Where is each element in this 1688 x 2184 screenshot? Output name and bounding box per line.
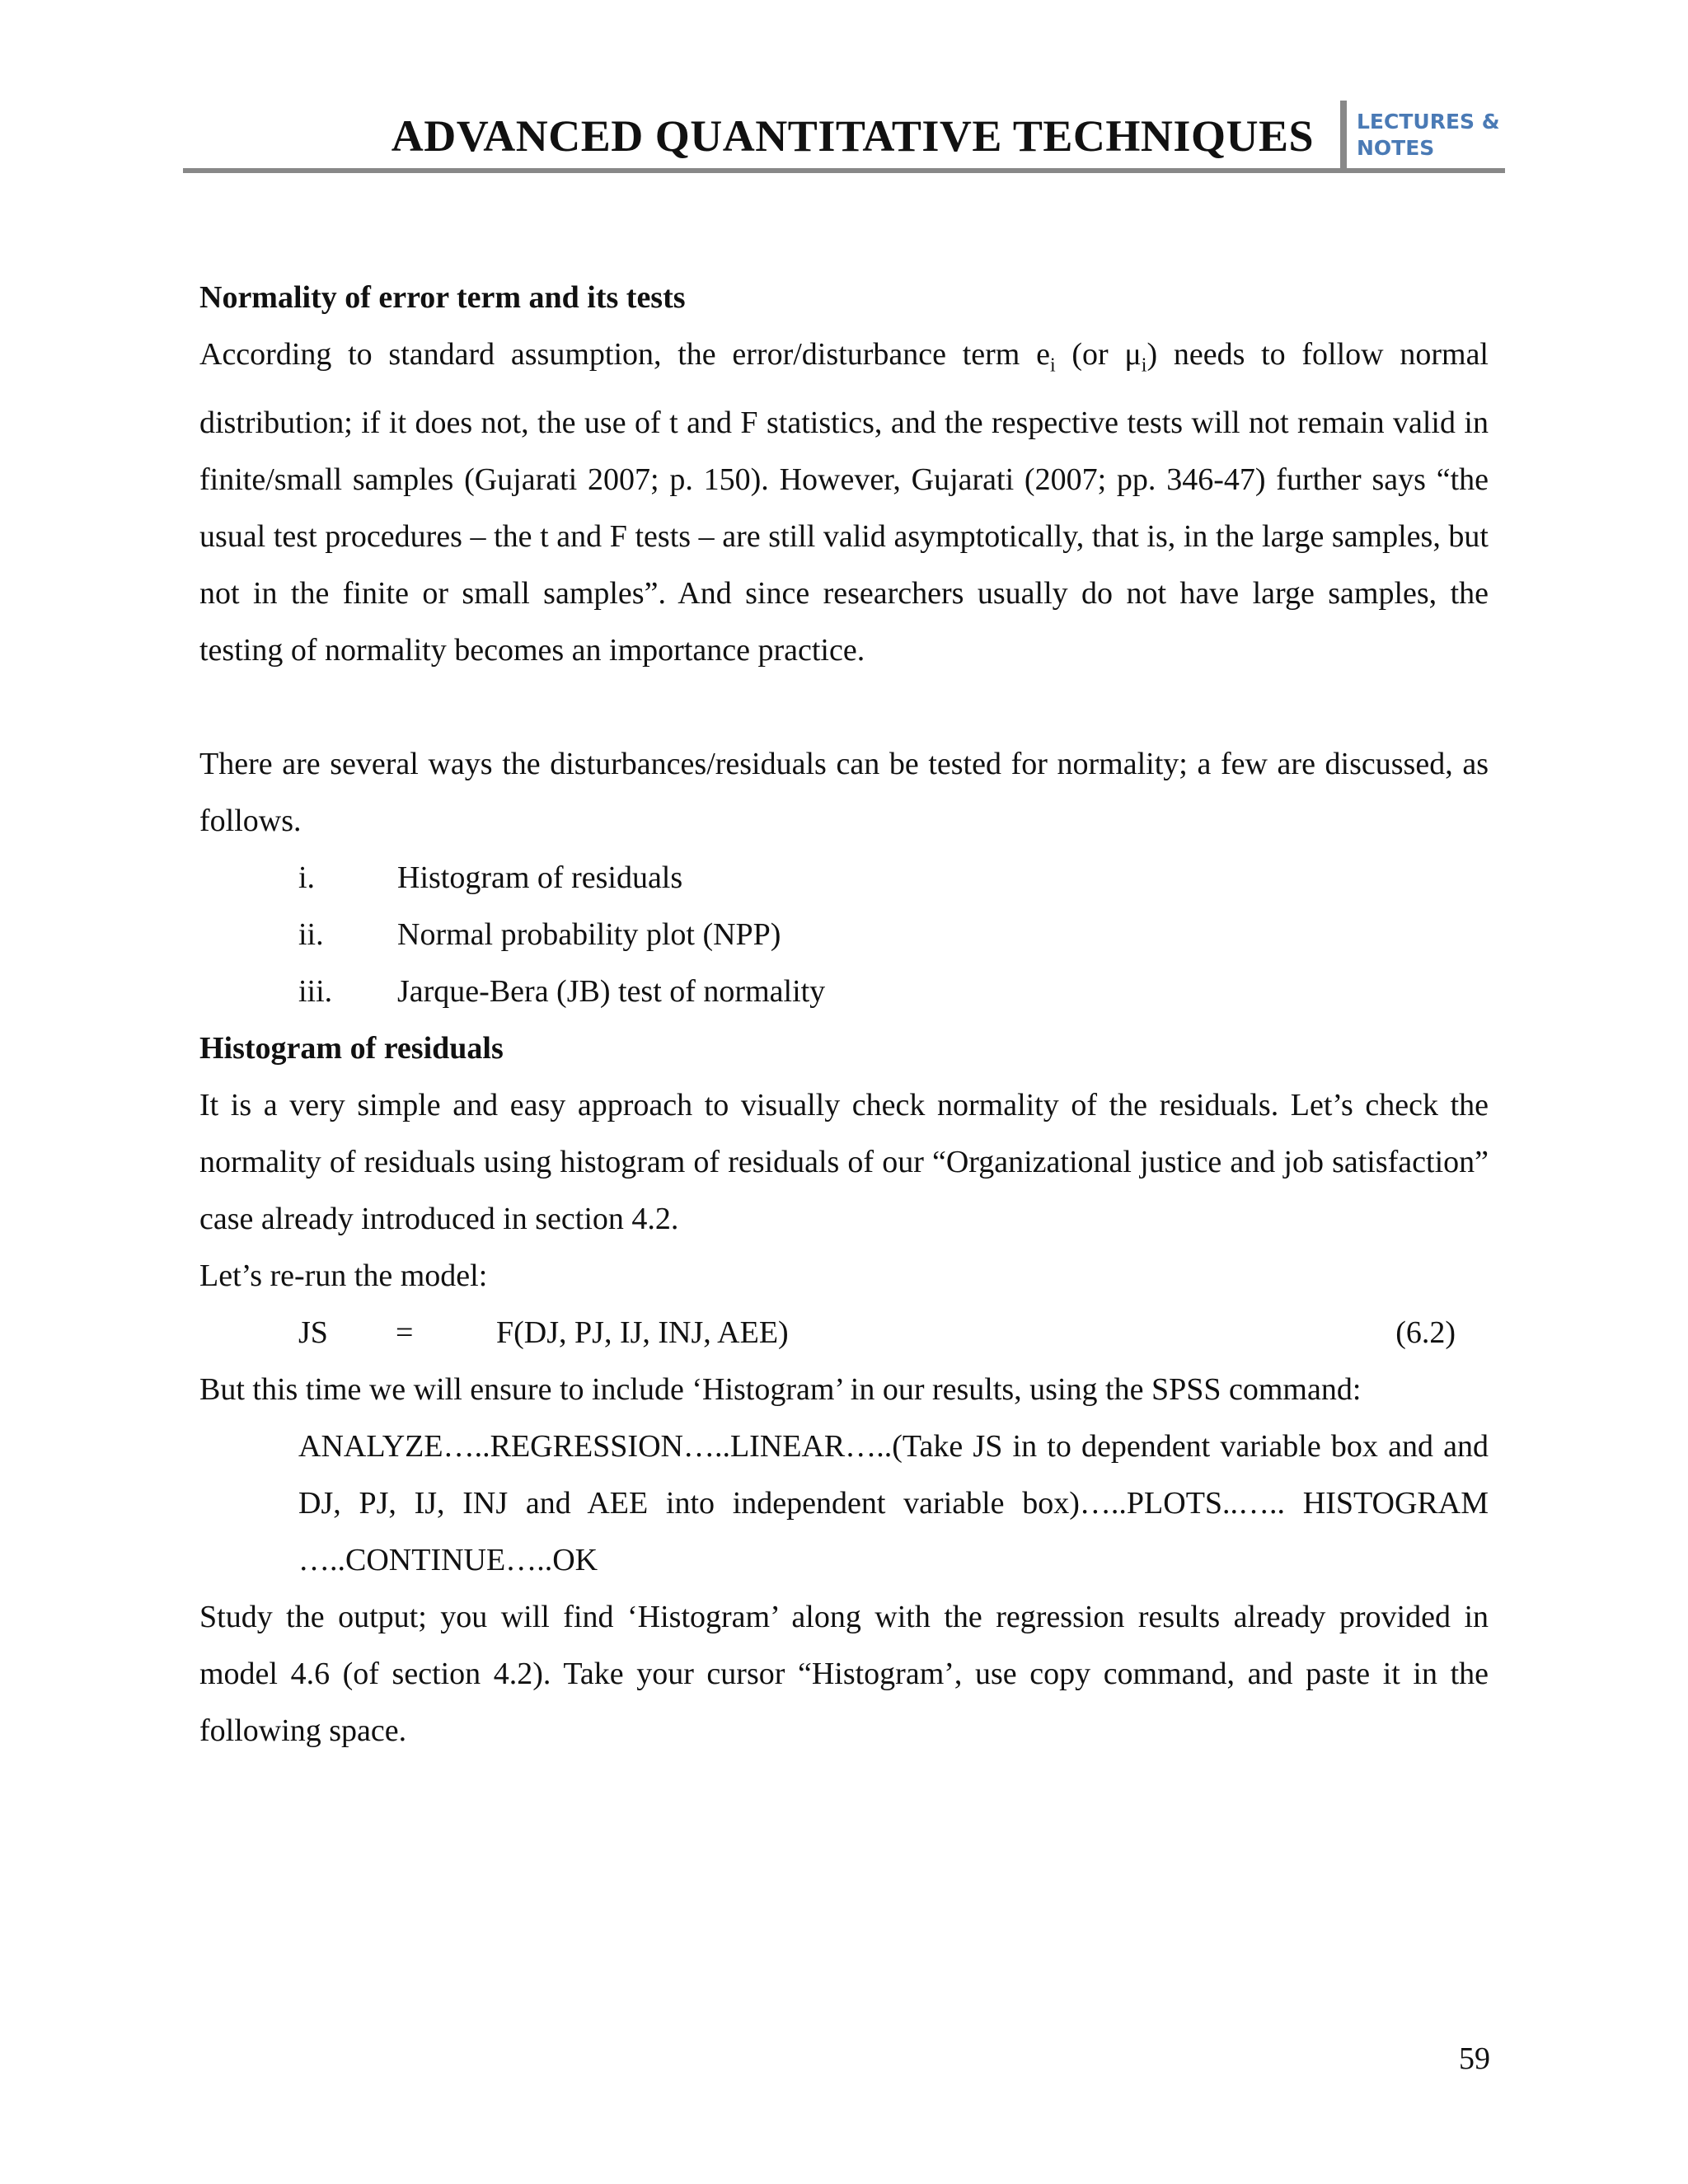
equation-number: (6.2)	[1395, 1315, 1456, 1350]
paragraph-normality-intro	[199, 326, 1489, 679]
paragraph-rerun: Let’s re-run the model:	[199, 1258, 488, 1293]
page-body	[199, 269, 1489, 1760]
header-rule	[183, 168, 1505, 173]
paragraph-gap	[199, 679, 1489, 736]
list-item	[199, 963, 1489, 1020]
equation-rhs: F(DJ, PJ, IJ, INJ, AEE)	[496, 1315, 789, 1350]
list-item-number: iii.	[298, 973, 333, 1009]
header-title: ADVANCED QUANTITATIVE TECHNIQUES	[391, 111, 1314, 161]
page-number: 59	[1459, 2041, 1490, 2076]
section-heading-normality: Normality of error term and its tests	[199, 280, 686, 315]
paragraph-text: According to standard assumption, the error/disturbance term e	[199, 337, 1050, 372]
header-divider	[1340, 101, 1347, 168]
list-item-number: ii.	[298, 916, 324, 952]
paragraph-text: (or μ	[1055, 337, 1142, 372]
list-item-text: Histogram of residuals	[397, 860, 683, 895]
equation-lhs: JS	[298, 1315, 328, 1350]
subscript: i	[1049, 354, 1056, 377]
paragraph-spss-intro: But this time we will ensure to include ‘Histogram’ in our results, using the SPSS command:	[199, 1371, 1362, 1407]
section-heading-histogram: Histogram of residuals	[199, 1030, 504, 1066]
header-label-line1: LECTURES &	[1357, 110, 1500, 134]
equation	[199, 1305, 1489, 1361]
page-header	[183, 97, 1505, 173]
header-label-line2: NOTES	[1357, 136, 1435, 160]
paragraph-histogram-intro: It is a very simple and easy approach to visually check normality of the residuals. Let’s check the normality of residuals using histogram of residuals of our “Organizational justice and job satisfaction” case already introduced in section 4.2.	[199, 1087, 1489, 1236]
subscript: i	[1141, 354, 1147, 377]
header-label	[1357, 109, 1500, 162]
paragraph-text: ) needs to follow normal distribution; if it does not, the use of t and F statistics, and the respective tests will not remain valid in finite/small samples (Gujarati 2007; p. 150). However, Gujarati (2007; pp. 346-47) further says “the usual test procedures – the t and F tests – are still valid asymptotically, that is, in the large samples, but not in the finite or small samples”. And since researchers usually do not have large samples, the testing of normality becomes an importance practice.	[199, 337, 1489, 668]
list-item	[199, 907, 1489, 963]
list-item	[199, 850, 1489, 907]
paragraph-tests-intro: There are several ways the disturbances/residuals can be tested for normality; a few are discussed, as follows.	[199, 746, 1489, 838]
equation-operator: =	[396, 1315, 414, 1350]
list-item-number: i.	[298, 860, 316, 895]
paragraph-study-output: Study the output; you will find ‘Histogram’ along with the regression results already provided in model 4.6 (of section 4.2). Take your cursor “Histogram’, use copy command, and paste it in the following space.	[199, 1599, 1489, 1748]
spss-command: ANALYZE…..REGRESSION…..LINEAR…..(Take JS in to dependent variable box and and DJ, PJ, IJ, INJ and AEE into independent variable box)…..PLOTS..….. HISTOGRAM …..CONTINUE…..OK	[298, 1428, 1489, 1577]
list-item-text: Normal probability plot (NPP)	[397, 916, 781, 952]
list-item-text: Jarque-Bera (JB) test of normality	[397, 973, 826, 1009]
